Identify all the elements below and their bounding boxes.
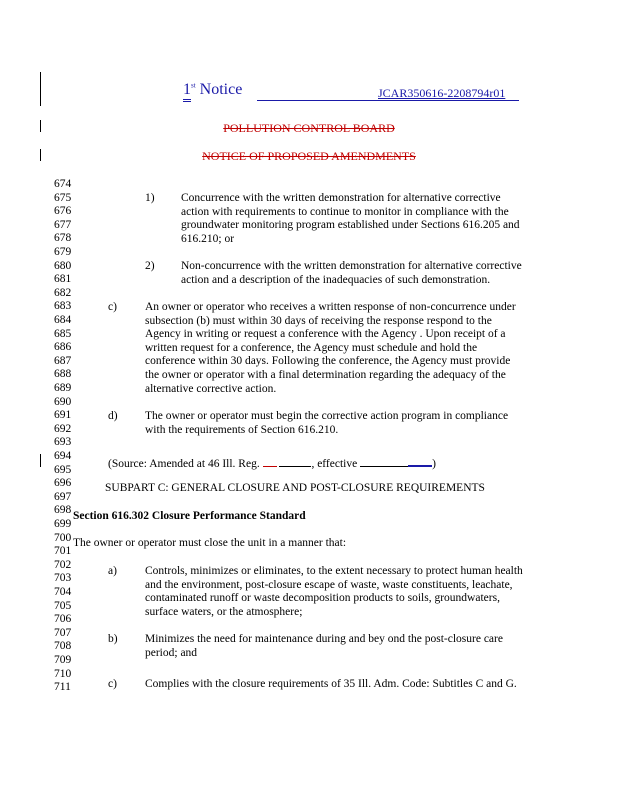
item-d-line: The owner or operator must begin the corrective action program in compliance (145, 410, 509, 422)
line-number: 696 (54, 477, 72, 490)
line-number: 674 (54, 178, 72, 190)
notice-title: NOTICE OF PROPOSED AMENDMENTS (202, 149, 416, 163)
line-number: 684 (54, 314, 72, 326)
item-c2-line: Complies with the closure requirements of 35 Ill. Adm. Code: Subtitles C and G. (145, 678, 517, 690)
line-number: 690 (54, 395, 72, 408)
line-number: 679 (54, 246, 72, 258)
line-number: 693 (54, 436, 72, 449)
notice-number: 1 (183, 81, 191, 102)
line-number: 708 (54, 640, 72, 653)
item-d-marker: d) (108, 410, 118, 422)
line-number: 686 (54, 341, 72, 354)
item-c-line: conference within 30 days. Following the conference, the Agency must provide (145, 355, 511, 368)
line-number: 702 (54, 558, 72, 571)
line-number: 678 (54, 232, 72, 245)
item-c-line: An owner or operator who receives a written response of non-concurrence under (145, 301, 516, 313)
line-number: 707 (54, 626, 72, 639)
line-number: 697 (54, 490, 72, 503)
item-1-line: action with requirements to continue to monitor in compliance with the (181, 205, 509, 218)
item-1-line: 616.210; or (181, 232, 235, 245)
notice-label (183, 81, 242, 99)
line-number: 709 (54, 654, 72, 666)
line-number: 687 (54, 354, 72, 367)
change-bar-4 (40, 454, 41, 467)
line-number: 680 (54, 259, 72, 272)
line-number: 704 (54, 586, 72, 598)
line-number: 688 (54, 368, 72, 381)
source-blank-reg (279, 456, 311, 467)
item-a-line: and the environment, post-closure escape of waste, waste constituents, leachate, (145, 578, 513, 591)
line-number: 699 (54, 518, 72, 530)
item-2-line: action and a description of the inadequacies of such demonstration. (181, 273, 491, 286)
line-number: 685 (54, 327, 72, 340)
line-number: 691 (54, 409, 72, 422)
item-c-line: Agency in writing or request a conference with the Agency . Upon receipt of a (145, 328, 506, 341)
item-c-line: subsection (b) must within 30 days of receiving the response respond to the (145, 314, 492, 327)
source-close: ) (432, 458, 436, 470)
line-number: 705 (54, 599, 72, 612)
line-number: 703 (54, 572, 72, 585)
source-effective: , effective (311, 458, 358, 470)
line-number: 689 (54, 382, 72, 394)
source-blank-blue (408, 455, 432, 467)
intro-sentence: The owner or operator must close the unit in a manner that: (73, 537, 347, 549)
item-b-line: period; and (145, 646, 198, 659)
line-number: 695 (54, 463, 72, 476)
line-number: 681 (54, 273, 72, 286)
item-c-marker: c) (108, 301, 117, 313)
line-number: 700 (54, 531, 72, 544)
change-bar-1 (40, 72, 41, 106)
board-title: POLLUTION CONTROL BOARD (223, 121, 395, 135)
item-c2-marker: c) (108, 678, 117, 690)
notice-word: Notice (199, 81, 243, 98)
line-number: 682 (54, 286, 72, 299)
line-number: 698 (54, 504, 72, 517)
item-c-line: the owner or operator with a final determination regarding the adequacy of the (145, 369, 506, 381)
line-number: 675 (54, 191, 72, 204)
line-number: 701 (54, 545, 72, 558)
item-a-line: surface waters, or the atmosphere; (145, 605, 303, 618)
item-a-line: contaminated runoff or waste decomposition products to soils, groundwaters, (145, 592, 500, 605)
source-note (108, 455, 436, 472)
item-b-marker: b) (108, 633, 118, 645)
subpart-heading: SUBPART C: GENERAL CLOSURE AND POST-CLOSURE REQUIREMENTS (105, 482, 485, 494)
line-number: 710 (54, 667, 72, 680)
item-b-line: Minimizes the need for maintenance during and bey ond the post-closure care (145, 633, 503, 645)
item-2-marker: 2) (145, 260, 155, 272)
source-blank-red (263, 456, 277, 467)
line-number: 677 (54, 218, 72, 231)
section-heading: Section 616.302 Closure Performance Standard (73, 510, 306, 522)
line-number: 706 (54, 613, 72, 626)
source-blank-date (360, 456, 408, 467)
jcar-code: JCAR350616-2208794r01 (378, 86, 506, 100)
item-a-marker: a) (108, 565, 117, 577)
item-a-line: Controls, minimizes or eliminates, to the extent necessary to protect human health (145, 565, 523, 577)
line-number: 683 (54, 300, 72, 313)
item-1-marker: 1) (145, 192, 155, 204)
item-c-line: written request for a conference, the Agency must schedule and hold the (145, 341, 478, 354)
line-number: 711 (54, 681, 71, 694)
item-1-line: Concurrence with the written demonstration for alternative corrective (181, 192, 501, 204)
item-2-line: Non-concurrence with the written demonstration for alternative corrective (181, 260, 522, 272)
item-d-line: with the requirements of Section 616.210. (145, 423, 339, 436)
line-number: 694 (54, 450, 72, 462)
line-number: 692 (54, 422, 72, 435)
item-1-line: groundwater monitoring program established under Sections 616.205 and (181, 219, 520, 232)
source-prefix: (Source: Amended at 46 Ill. Reg. (108, 458, 260, 470)
line-number: 676 (54, 205, 72, 218)
item-c-line: alternative corrective action. (145, 382, 277, 395)
notice-superscript: st (191, 81, 196, 90)
